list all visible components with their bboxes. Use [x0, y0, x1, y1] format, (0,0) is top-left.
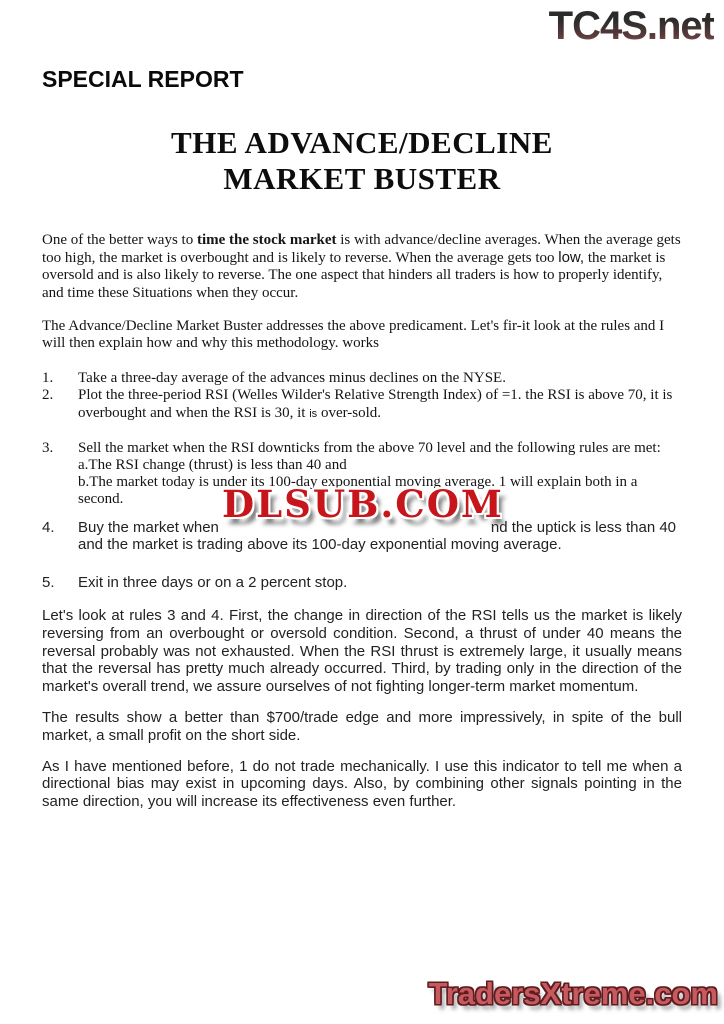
rule-5-text: Exit in three days or on a 2 percent stop. — [78, 573, 348, 591]
paragraph-intro-bold-run: time the stock market — [196, 232, 337, 248]
rule-4-line2: and the market is trading above its 100-day exponential moving average. — [78, 536, 562, 554]
document-title — [42, 125, 682, 197]
paragraph-intro-run: is with advance/decline averages. When the average gets too high, the market is overbought and is likely to reverse. When the average gets too — [42, 232, 681, 267]
document-content — [0, 66, 724, 810]
rule-1 — [42, 370, 682, 387]
rule-2 — [42, 387, 682, 422]
rule-3-number: 3. — [42, 439, 54, 456]
paragraph-intro-run: One of the better ways to — [42, 232, 197, 248]
rule-5-number: 5. — [42, 573, 55, 591]
rule-2-run: Plot the three-period RSI (Welles Wilder's Relative Strength Index) of =1. the RSI is above 70, it is overbought and when the RSI is 30, it — [78, 387, 673, 421]
paragraph-closing: As I have mentioned before, 1 do not trade mechanically. I use this indicator to tell me when a directional bias may exist in upcoming days. Also, by combining other signals pointing in the same direction, you will increase its effectiveness even further. — [42, 757, 682, 810]
rule-3-line3: b.The market today is under its 100-day exponential moving average. 1 will explain both in a second. — [78, 474, 638, 508]
document-title-line1: THE ADVANCE/DECLINE — [171, 125, 553, 160]
rule-1-text: Take a three-day average of the advances minus declines on the NYSE. — [78, 370, 506, 387]
tradersxtreme-logo: TradersXtreme.com — [428, 976, 718, 1011]
rule-3-line2: a.The RSI change (thrust) is less than 40 and — [78, 457, 347, 474]
rule-3-line1: Sell the market when the RSI downticks from the above 70 level and the following rules are met: — [78, 439, 661, 456]
rule-2-small-run: is — [309, 407, 318, 420]
rule-2-number: 2. — [42, 387, 54, 404]
rule-4-line1-end: nd the uptick is less than 40 — [490, 518, 677, 536]
paragraph-intro-run: the market is oversold and is also likely to reverse. The one aspect that hinders all traders is how to properly identify, and time these Situations when they occur. — [42, 250, 666, 301]
rule-2-text — [78, 387, 682, 422]
rule-4-line1-start: Buy the market when — [78, 518, 219, 536]
rule-5 — [42, 574, 682, 592]
rules-list — [42, 370, 682, 591]
dlsub-watermark: DLSUB.COM — [222, 482, 504, 526]
rule-2-run: over-sold. — [317, 404, 382, 421]
tc4s-logo: TC4S.net — [548, 4, 714, 48]
paragraph-predicament: The Advance/Decline Market Buster addresses the above predicament. Let's fir-it look at the rules and I will then explain how and why this methodology. works — [42, 317, 665, 352]
paragraph-rules-explanation: Let's look at rules 3 and 4. First, the change in direction of the RSI tells us the market is likely reversing from an overbought or oversold condition. Second, a thrust of under 40 means the reversal probably was not exhausted. When the RSI thrust is extremely large, it usually means that the reversal has pretty much already occurred. Third, by trading only in the direction of the market's overall trend, we assure ourselves of not fighting longer-term market momentum. — [42, 607, 682, 695]
rule-4-number: 4. — [42, 518, 55, 536]
paragraph-results: The results show a better than $700/trade edge and more impressively, in spite of the bull market, a small profit on the short side. — [42, 709, 682, 744]
rule-1-number: 1. — [42, 370, 54, 387]
paragraph-intro — [42, 232, 682, 302]
special-report-heading: SPECIAL REPORT — [42, 66, 244, 92]
paragraph-intro-sans-run: low, — [558, 249, 585, 267]
document-title-line2: MARKET BUSTER — [223, 161, 501, 196]
